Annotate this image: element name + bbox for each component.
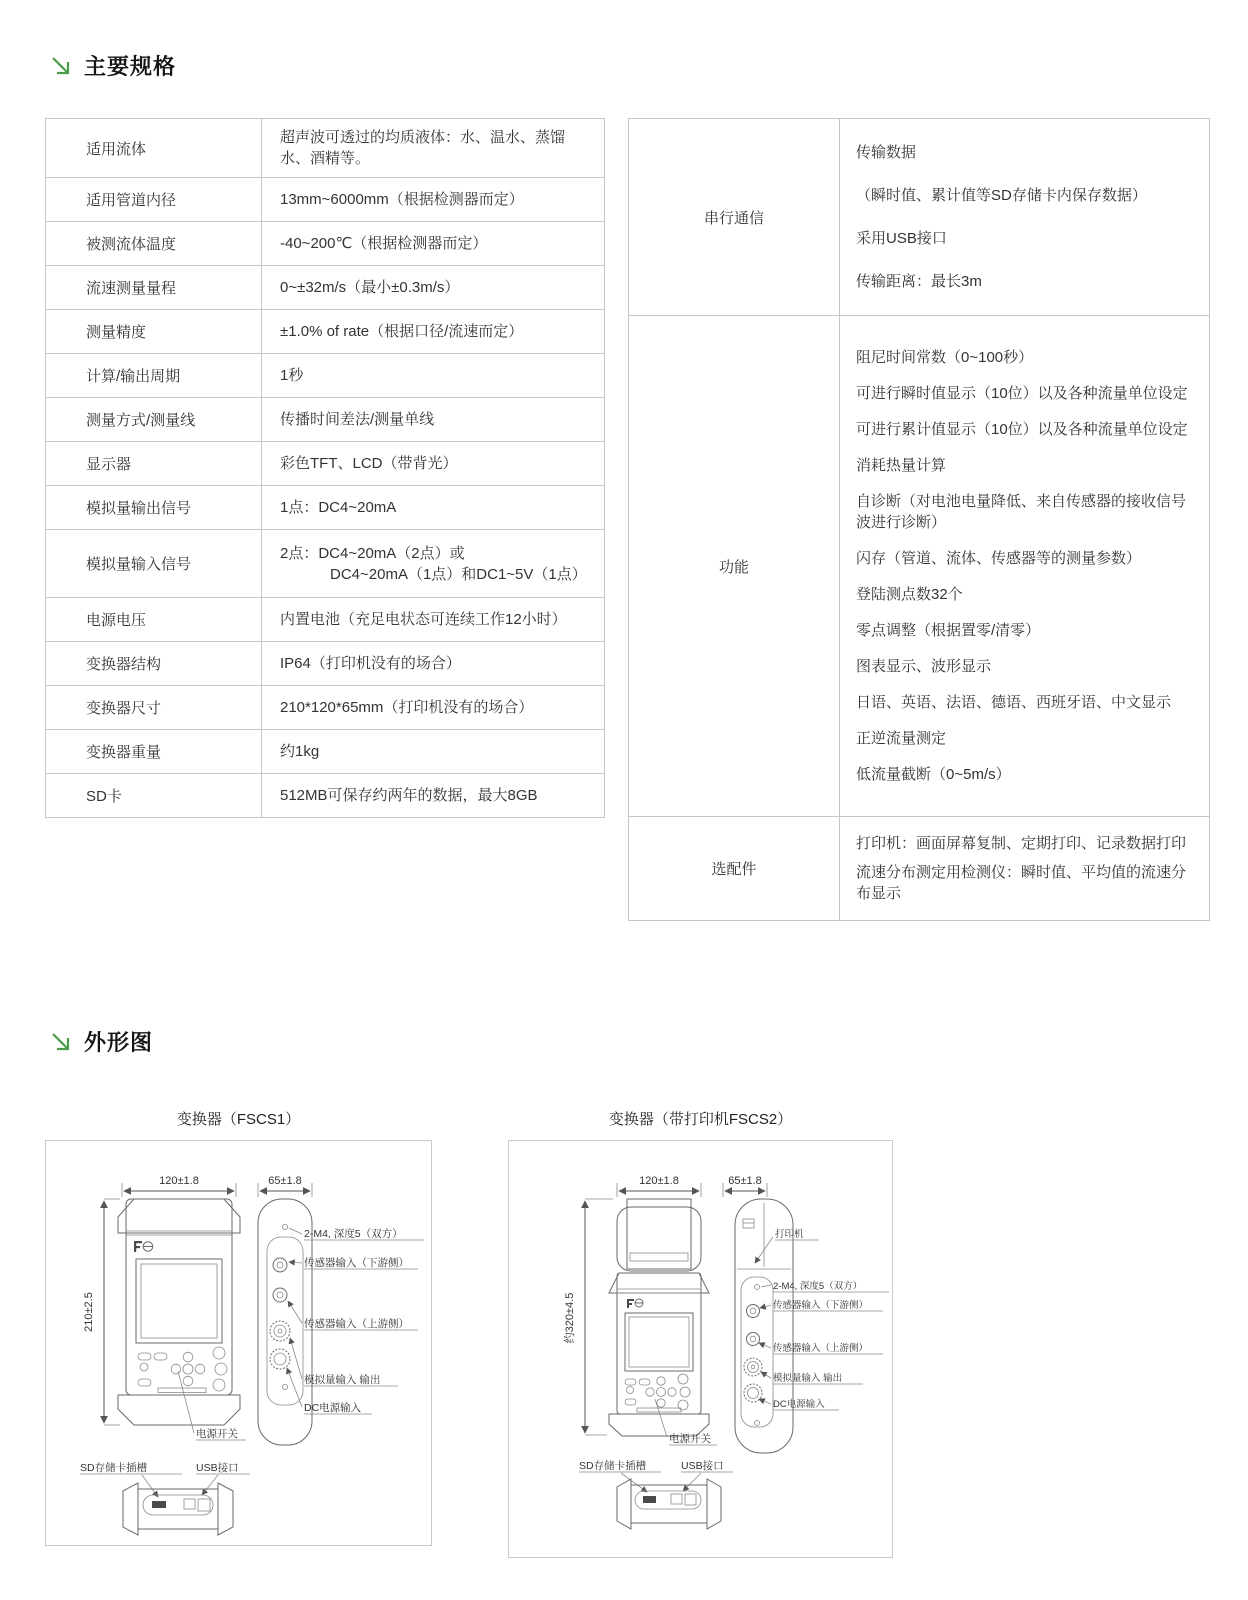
arrow-down-right-icon	[48, 53, 74, 79]
sensor-connector-upstream	[747, 1333, 760, 1346]
spec-row-label: 计算/输出周期	[86, 368, 181, 385]
outline-drawing-fscs2	[508, 1108, 893, 1558]
arrow-down-right-icon	[48, 1029, 74, 1055]
label-sd-slot: SD存储卡插槽	[579, 1460, 647, 1472]
spec-row-label: 模拟量输出信号	[86, 500, 192, 517]
spec-row-value	[261, 178, 604, 221]
value-line: 可进行累计值显示（10位）以及各种流量单位设定	[856, 421, 1188, 438]
value-line: 13mm~6000mm（根据检测器而定）	[280, 191, 524, 208]
label-dc-in: DC电源输入	[304, 1402, 362, 1414]
table-row	[46, 641, 604, 685]
table-row	[46, 773, 604, 817]
label-screw: 2-M4, 深度5（双方）	[304, 1228, 403, 1240]
spec-row-label: 变换器重量	[86, 744, 162, 761]
dc-power-connector	[270, 1349, 290, 1369]
spec-row-value	[261, 398, 604, 441]
section-header-outline	[48, 1026, 153, 1057]
fscs2-technical-drawing	[509, 1141, 892, 1557]
label-analog-io: 模拟量输入 输出	[773, 1373, 843, 1384]
feature-row-label: 串行通信	[703, 209, 764, 227]
printer-cover	[617, 1207, 701, 1271]
dim-height: 约320±4.5	[564, 1292, 576, 1344]
dimension-lines	[562, 1175, 767, 1435]
spec-row-value	[261, 310, 604, 353]
spec-row-value	[261, 486, 604, 529]
spec-row-value	[261, 266, 604, 309]
table-row	[46, 597, 604, 641]
value-line: ±1.0% of rate（根据口径/流速而定）	[280, 323, 524, 340]
value-line: DC4~20mA（1点）和DC1~5V（1点）	[330, 565, 587, 583]
value-line: 低流量截断（0~5m/s）	[856, 766, 1011, 783]
dim-depth: 65±1.8	[728, 1175, 762, 1187]
label-power-switch: 电源开关	[669, 1433, 711, 1445]
label-sensor-down: 传感器输入（下游侧）	[773, 1300, 869, 1311]
dim-depth: 65±1.8	[268, 1175, 302, 1187]
value-line: 打印机：画面屏幕复制、定期打印、记录数据打印	[856, 835, 1187, 852]
side-view	[258, 1199, 424, 1445]
label-sensor-up: 传感器输入（上游侧）	[773, 1343, 869, 1354]
value-line: 彩色TFT、LCD（带背光）	[280, 455, 458, 472]
value-line: 阻尼时间常数（0~100秒）	[856, 349, 1034, 366]
sensor-connector-downstream	[273, 1258, 287, 1272]
spec-row-label: 适用流体	[86, 140, 147, 158]
dim-width: 120±1.8	[159, 1175, 199, 1187]
dim-width: 120±1.8	[639, 1175, 679, 1187]
table-row	[629, 816, 1209, 920]
spec-row-label: 被测流体温度	[86, 236, 177, 253]
value-line: IP64（打印机没有的场合）	[280, 655, 461, 672]
value-line: 2点：DC4~20mA（2点）或	[280, 544, 465, 562]
analog-io-connector	[744, 1358, 762, 1376]
bottom-view	[579, 1459, 733, 1529]
value-line: 正逆流量测定	[856, 730, 947, 747]
keypad	[138, 1347, 227, 1391]
table-row	[46, 265, 604, 309]
front-view	[609, 1199, 709, 1436]
spec-row-label: 适用管道内径	[86, 192, 177, 209]
value-line: 传输距离：最长3m	[856, 273, 982, 290]
label-sd-slot: SD存储卡插槽	[80, 1462, 148, 1474]
label-dc-in: DC电源输入	[773, 1399, 825, 1410]
value-line: 消耗热量计算	[856, 457, 947, 474]
feature-row-value	[839, 119, 1209, 315]
value-line: 采用USB接口	[856, 230, 947, 247]
spec-row-value	[261, 774, 604, 817]
table-row	[46, 441, 604, 485]
table-row	[46, 221, 604, 265]
dim-height: 210±2.5	[83, 1292, 95, 1332]
bottom-view	[80, 1461, 250, 1535]
sd-card-slot	[152, 1501, 166, 1508]
value-line: 流速分布测定用检测仪：瞬时值、平均值的流速分布显示	[856, 864, 1187, 902]
outline-drawing-fscs1	[45, 1108, 432, 1546]
value-line: 零点调整（根据置零/清零）	[856, 622, 1041, 639]
analog-io-connector	[270, 1321, 290, 1341]
table-row	[629, 315, 1209, 816]
value-line: 闪存（管道、流体、传感器等的测量参数）	[856, 550, 1142, 567]
value-line: 210*120*65mm（打印机没有的场合）	[280, 699, 534, 716]
spec-row-label: 模拟量输入信号	[86, 556, 192, 573]
display-screen	[625, 1313, 693, 1371]
table-row	[46, 119, 604, 177]
section-title-outline: 外形图	[84, 1030, 154, 1055]
label-sensor-down: 传感器输入（下游侧）	[304, 1257, 409, 1269]
value-line: 约1kg	[280, 743, 320, 760]
keypad	[625, 1374, 690, 1410]
feature-row-label: 选配件	[711, 861, 757, 878]
label-usb: USB接口	[196, 1462, 239, 1474]
drawing-title: 变换器（带打印机FSCS2）	[608, 1111, 793, 1128]
spec-row-label: SD卡	[86, 788, 122, 805]
spec-row-label: 电源电压	[86, 612, 147, 629]
spec-row-value	[261, 642, 604, 685]
spec-row-label: 显示器	[86, 456, 132, 473]
value-line: 1秒	[280, 367, 304, 384]
value-line: 可进行瞬时值显示（10位）以及各种流量单位设定	[856, 385, 1188, 402]
spec-row-value	[261, 354, 604, 397]
feature-table	[628, 118, 1210, 921]
spec-row-value	[261, 119, 604, 177]
fuji-logo	[134, 1241, 153, 1252]
fuji-logo	[627, 1299, 643, 1308]
printer-latch	[743, 1219, 754, 1228]
value-line: 超声波可透过的均质液体：水、温水、蒸馏水、酒精等。	[280, 129, 566, 167]
table-row	[46, 353, 604, 397]
value-line: 传输数据	[856, 144, 917, 161]
spec-row-value	[261, 730, 604, 773]
table-row	[46, 397, 604, 441]
table-row	[46, 177, 604, 221]
label-analog-io: 模拟量输入 输出	[304, 1374, 381, 1386]
section-header-specs	[48, 50, 176, 81]
usb-port	[671, 1494, 682, 1504]
value-line: 日语、英语、法语、德语、西班牙语、中文显示	[856, 694, 1172, 711]
spec-row-label: 测量方式/测量线	[86, 412, 196, 429]
display-screen	[136, 1259, 222, 1343]
spec-row-value	[261, 530, 604, 597]
feature-row-label: 功能	[718, 558, 749, 576]
spec-row-value	[261, 222, 604, 265]
screw-hole	[282, 1224, 287, 1229]
drawing-title: 变换器（FSCS1）	[176, 1111, 301, 1128]
feature-row-value	[839, 316, 1209, 816]
dimension-lines	[83, 1175, 312, 1425]
spec-row-label: 流速测量量程	[86, 280, 177, 297]
value-line: 登陆测点数32个	[856, 586, 963, 603]
table-row	[46, 529, 604, 597]
power-switch-callout	[178, 1371, 246, 1440]
value-line: 内置电池（充足电状态可连续工作12小时）	[280, 611, 567, 628]
feature-row-value	[839, 817, 1209, 920]
value-line: 0~±32m/s（最小±0.3m/s）	[280, 279, 460, 296]
sensor-connector-downstream	[747, 1305, 760, 1318]
table-row	[46, 485, 604, 529]
spec-row-label: 变换器尺寸	[86, 700, 162, 717]
label-power-switch: 电源开关	[196, 1428, 238, 1440]
spec-row-value	[261, 442, 604, 485]
drawing-frame	[45, 1140, 432, 1546]
label-screw: 2-M4, 深度5（双方）	[773, 1281, 863, 1292]
value-line: -40~200℃（根据检测器而定）	[280, 235, 488, 252]
table-row	[46, 309, 604, 353]
spec-table	[45, 118, 605, 818]
spec-row-value	[261, 686, 604, 729]
screw-hole	[755, 1285, 760, 1290]
section-title-specs: 主要规格	[84, 54, 177, 79]
label-printer: 打印机	[775, 1229, 804, 1240]
value-line: 自诊断（对电池电量降低、来自传感器的接收信号波进行诊断）	[856, 493, 1187, 531]
fscs1-technical-drawing	[46, 1141, 431, 1545]
table-row	[629, 119, 1209, 315]
drawing-frame	[508, 1140, 893, 1558]
label-sensor-up: 传感器输入（上游侧）	[304, 1318, 409, 1330]
table-row	[46, 729, 604, 773]
sd-card-slot	[643, 1496, 656, 1503]
value-line: 图表显示、波形显示	[856, 658, 992, 675]
value-line: 512MB可保存约两年的数据，最大8GB	[280, 787, 538, 804]
usb-port	[184, 1499, 195, 1509]
value-line: 传播时间差法/测量单线	[280, 411, 435, 428]
side-view	[735, 1199, 889, 1453]
spec-row-label: 测量精度	[86, 324, 147, 341]
front-view	[118, 1199, 240, 1425]
value-line: （瞬时值、累计值等SD存储卡内保存数据）	[856, 187, 1147, 204]
value-line: 1点：DC4~20mA	[280, 499, 397, 516]
sensor-connector-upstream	[273, 1288, 287, 1302]
spec-row-value	[261, 598, 604, 641]
label-usb: USB接口	[681, 1460, 724, 1472]
table-row	[46, 685, 604, 729]
spec-row-label: 变换器结构	[86, 656, 162, 673]
